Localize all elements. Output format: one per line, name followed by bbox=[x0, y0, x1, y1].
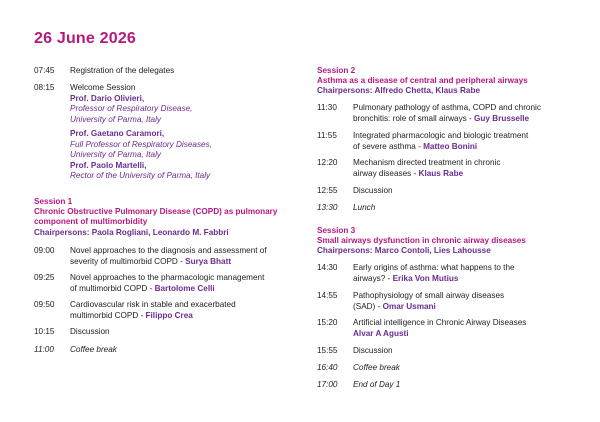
item-time: 14:55 bbox=[317, 291, 338, 300]
speaker-name: Erika Von Mutius bbox=[392, 273, 459, 283]
speaker-name: Filippo Crea bbox=[145, 310, 193, 320]
speaker-affiliation: University of Parma, Italy bbox=[70, 114, 161, 124]
item-time: 14:30 bbox=[317, 263, 338, 272]
item-text: airways? - bbox=[353, 273, 393, 283]
speaker-name: Prof. Gaetano Caramori, bbox=[70, 129, 165, 138]
item-text: Mechanism directed treatment in chronic bbox=[353, 158, 501, 167]
item-time: 09:50 bbox=[34, 300, 55, 309]
item-time: 15:20 bbox=[317, 318, 338, 327]
item-text: (SAD) - bbox=[353, 301, 383, 311]
item-text: of multimorbid COPD - bbox=[70, 283, 155, 293]
program-date: 26 June 2026 bbox=[34, 30, 137, 47]
speaker-name: Bartolome Celli bbox=[154, 283, 215, 293]
item-text: Discussion bbox=[70, 327, 110, 336]
session-label: Session 1 bbox=[34, 197, 73, 206]
item-time: 09:25 bbox=[34, 273, 55, 282]
item-text: Early origins of asthma: what happens to the bbox=[353, 263, 515, 272]
item-text: Novel approaches to the pharmacologic management bbox=[70, 273, 265, 282]
item-time: 11:55 bbox=[317, 131, 337, 140]
session-title bbox=[34, 207, 277, 227]
item-text: bronchitis: role of small airways - bbox=[353, 113, 475, 123]
item-text: End of Day 1 bbox=[353, 380, 401, 389]
session-title: Small airways dysfunction in chronic airway diseases bbox=[317, 236, 526, 245]
session-label: Session 3 bbox=[317, 226, 356, 235]
item-text: Artificial intelligence in Chronic Airway Diseases bbox=[353, 318, 527, 327]
speaker-name: Alvar A Agusti bbox=[353, 328, 409, 338]
item-time: 10:15 bbox=[34, 327, 55, 336]
speaker-name: Guy Brusselle bbox=[474, 113, 530, 123]
item-text: Cardiovascular risk in stable and exacerbated bbox=[70, 300, 236, 309]
item-text: Lunch bbox=[353, 203, 376, 212]
session-label: Session 2 bbox=[317, 66, 356, 75]
item-text: Coffee break bbox=[70, 345, 117, 354]
speaker-affiliation: Professor of Respiratory Disease, bbox=[70, 104, 193, 113]
item-time: 16:40 bbox=[317, 363, 338, 372]
item-time: 11:00 bbox=[34, 345, 54, 354]
speaker-name: Klaus Rabe bbox=[418, 168, 464, 178]
welcome-title: Welcome Session bbox=[70, 83, 136, 92]
item-text: Discussion bbox=[353, 346, 393, 355]
speaker-name: Omar Usmani bbox=[382, 301, 436, 311]
item-text: Novel approaches to the diagnosis and assessment of bbox=[70, 246, 267, 255]
session-chairs: Chairpersons: Marco Contoli, Lies Lahousse bbox=[317, 246, 491, 255]
item-time: 13:30 bbox=[317, 203, 338, 212]
item-time: 09:00 bbox=[34, 246, 55, 255]
item-time: 12:55 bbox=[317, 186, 338, 195]
session-chairs: Chairpersons: Alfredo Chetta, Klaus Rabe bbox=[317, 86, 481, 95]
speaker-name: Prof. Dario Olivieri, bbox=[70, 93, 145, 103]
item-text: severity of multimorbid COPD - bbox=[70, 256, 186, 266]
item-time: 11:30 bbox=[317, 103, 337, 112]
item-text: Integrated pharmacologic and biologic treatment bbox=[353, 131, 529, 140]
item-text: multimorbid COPD - bbox=[70, 310, 146, 320]
item-text: of severe asthma - bbox=[353, 141, 424, 151]
speaker-affiliation: Full Professor of Respiratory Diseases, bbox=[70, 139, 212, 149]
item-text: Registration of the delegates bbox=[70, 66, 175, 75]
item-text: Pulmonary pathology of asthma, COPD and chronic bbox=[353, 103, 541, 112]
speaker-affiliation: University of Parma, Italy bbox=[70, 150, 161, 159]
item-text: airway diseases - bbox=[353, 168, 419, 178]
item-text: Pathophysiology of small airway diseases bbox=[353, 291, 505, 300]
speaker-name: Prof. Paolo Martelli, bbox=[70, 160, 147, 170]
item-text: Coffee break bbox=[353, 363, 400, 372]
session-title-line: Chronic Obstructive Pulmonary Disease (COPD) as pulmonary bbox=[34, 207, 278, 216]
item-time: 15:55 bbox=[317, 346, 338, 355]
item-time: 08:15 bbox=[34, 83, 55, 92]
speaker-name: Matteo Bonini bbox=[423, 141, 478, 151]
speaker-name: Surya Bhatt bbox=[185, 256, 232, 266]
session-chairs: Chairpersons: Paola Rogliani, Leonardo M. Fabbri bbox=[34, 228, 229, 237]
item-text: Discussion bbox=[353, 186, 393, 195]
item-time: 07:45 bbox=[34, 66, 55, 75]
item-time: 17:00 bbox=[317, 380, 338, 389]
item-time: 12:20 bbox=[317, 158, 338, 167]
session-title: Asthma as a disease of central and peripheral airways bbox=[317, 76, 528, 85]
speaker-affiliation: Rector of the University of Parma, Italy bbox=[70, 171, 211, 180]
session-title-line: component of multimorbidity bbox=[34, 217, 148, 226]
